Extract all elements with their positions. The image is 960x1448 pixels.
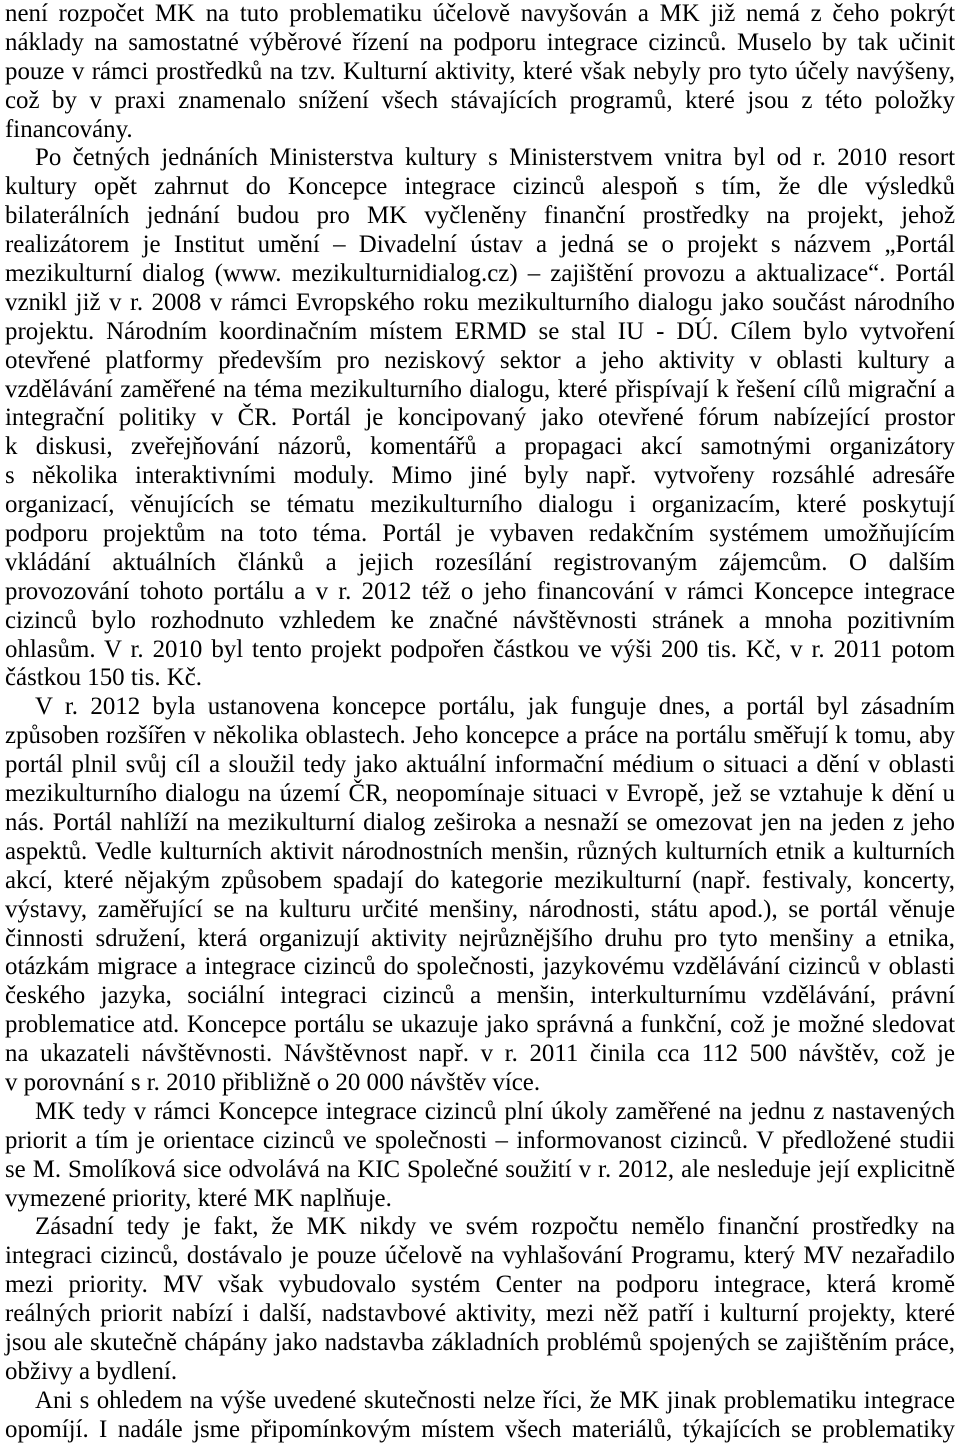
- text-line: obživy a bydlení.: [5, 1357, 178, 1385]
- text-line: což by v praxi znamenalo snížení všech stávajících programů, které jsou z této položky: [5, 86, 955, 114]
- text-line: k diskusi, zveřejňování názorů, komentářů a propagaci akcí samotnými organizátory: [5, 433, 955, 461]
- text-line: bilaterálních jednání budou pro MK vyčleněny finanční prostředky na projekt, jehož: [5, 202, 955, 230]
- text-line: mezikulturní dialog (www. mezikulturnidialog.cz) – zajištění provozu a aktualizace“. Portál: [5, 260, 955, 288]
- text-line: českého jazyka, sociální integraci cizinců a menšin, interkulturnímu vzdělávání, právní: [5, 982, 955, 1010]
- text-line: V r. 2012 byla ustanovena koncepce portálu, jak funguje dnes, a portál byl zásadním: [35, 693, 955, 721]
- text-line: opomíjí. I nadále jsme připomínkovým místem všech materiálů, týkajících se problematiky: [5, 1415, 955, 1443]
- text-line: Ani s ohledem na výše uvedené skutečnosti nelze říci, že MK jinak problematiku integrace: [35, 1386, 955, 1414]
- text-line: kultury opět zahrnut do Koncepce integrace cizinců alespoň s tím, že dle výsledků: [5, 173, 955, 201]
- text-line: vymezené priority, které MK naplňuje.: [5, 1184, 392, 1212]
- text-line: pouze v rámci prostředků na tzv. Kulturní aktivity, které však nebyly pro tyto účely navýšeny,: [5, 57, 955, 85]
- text-line: portál plnil svůj cíl a sloužil tedy jako aktuální informační médium o situaci a dění v oblasti: [5, 751, 955, 779]
- text-line: mezi priority. MV však vybudovalo systém Center na podporu integrace, která kromě: [5, 1271, 955, 1299]
- text-line: vzdělávání zaměřené na téma mezikulturního dialogu, které přispívají k řešení cílů migrační a: [5, 375, 955, 403]
- text-line: projektu. Národním koordinačním místem ERMD se stal IU - DÚ. Cílem bylo vytvoření: [5, 317, 955, 345]
- text-line: výstavy, zaměřující se na kulturu určité menšiny, národnosti, státu apod.), se portál věnuje: [5, 895, 955, 923]
- text-line: na ukazateli návštěvnosti. Návštěvnost např. v r. 2011 činila cca 112 500 návštěv, což je: [5, 1040, 955, 1068]
- text-line: se M. Smolíková sice odvolává na KIC Společné soužití v r. 2012, ale nesleduje její explicitně: [5, 1155, 955, 1183]
- text-line: otázkám migrace a integrace cizinců do společnosti, jazykovému vzdělávání cizinců v oblasti: [5, 953, 955, 981]
- text-line: MK tedy v rámci Koncepce integrace cizinců plní úkoly zaměřené na jednu z nastavených: [35, 1097, 955, 1125]
- text-line: aspektů. Vedle kulturních aktivit národnostních menšin, různých kulturních etnik a kulturních: [5, 837, 955, 865]
- paragraph-2: [5, 144, 955, 693]
- text-line: vkládání aktuálních článků a jejich rozesílání registrovaným zájemcům. O dalším: [5, 548, 955, 576]
- text-line: vznikl již v r. 2008 v rámci Evropského roku mezikulturního dialogu jako součást národního: [5, 288, 955, 316]
- text-line: cizinců bylo rozhodnuto vzhledem ke značné návštěvnosti stránek a mnoha pozitivním: [5, 606, 955, 634]
- text-line: v porovnání s r. 2010 přibližně o 20 000 návštěv více.: [5, 1068, 541, 1096]
- text-line: realizátorem je Institut umění – Divadelní ústav a jedná se o projekt s názvem „Portál: [5, 231, 955, 259]
- text-line: integrační politiky v ČR. Portál je koncipovaný jako otevřené fórum nabízející prostor: [5, 404, 955, 432]
- paragraph-5: [5, 1213, 955, 1386]
- text-line: ohlasům. V r. 2010 byl tento projekt podpořen částkou ve výši 200 tis. Kč, v r. 2011 potom: [5, 635, 955, 663]
- text-line: způsoben rozšířen v několika oblastech. Jeho koncepce a práce na portálu směřují k tomu, aby: [5, 722, 955, 750]
- text-line: není rozpočet MK na tuto problematiku účelově navyšován a MK již nemá z čeho pokrýt: [5, 0, 955, 27]
- text-line: s několika interaktivními moduly. Mimo jiné byly např. vytvořeny rozsáhlé adresáře: [5, 462, 955, 490]
- text-line: náklady na samostatné výběrové řízení na podporu integrace cizinců. Muselo by tak učinit: [5, 28, 955, 56]
- text-line: činnosti sdružení, která organizují aktivity nejrůznějšího druhu pro tyto menšiny a etnika,: [5, 924, 955, 952]
- text-line: mezikulturního dialogu na území ČR, neopomínaje situaci v Evropě, jež se vztahuje k dění u: [5, 780, 955, 808]
- text-line: organizací, věnujících se tématu mezikulturního dialogu i organizacím, které poskytují: [5, 491, 955, 519]
- text-line: Po četných jednáních Ministerstva kultury s Ministerstvem vnitra byl od r. 2010 resort: [35, 144, 955, 172]
- paragraph-1: [5, 0, 955, 144]
- text-line: nás. Portál nahlíží na mezikulturní dialog zeširoka a nesnaží se omezovat jen na jeden z jeho: [5, 808, 955, 836]
- document-page: [5, 0, 955, 1445]
- text-line: Zásadní tedy je fakt, že MK nikdy ve svém rozpočtu nemělo finanční prostředky na: [35, 1213, 955, 1241]
- text-line: financovány.: [5, 115, 133, 143]
- text-line: integraci cizinců, dostávalo je pouze účelově na vyhlašování Programu, který MV nezařadilo: [5, 1242, 955, 1270]
- text-line: částkou 150 tis. Kč.: [5, 664, 203, 692]
- text-line: jsou ale skutečně chápány jako nadstavba základních problémů spojených se zajištěním práce,: [5, 1328, 955, 1356]
- text-line: provozování tohoto portálu a v r. 2012 též o jeho financování v rámci Koncepce integrace: [5, 577, 955, 605]
- text-line: podporu projektům na toto téma. Portál je vybaven redakčním systémem umožňujícím: [5, 520, 955, 548]
- paragraph-6: [5, 1387, 955, 1445]
- text-line: priorit a tím je orientace cizinců ve společnosti – informovanost cizinců. V předložené studii: [5, 1126, 955, 1154]
- paragraph-4: [5, 1098, 955, 1214]
- text-line: akcí, které nějakým způsobem spadají do kategorie mezikulturní (např. festivaly, koncerty,: [5, 866, 955, 894]
- text-line: otevřené platformy především pro neziskový sektor a jeho aktivity v oblasti kultury a: [5, 346, 955, 374]
- text-line: reálných priorit nabízí i další, nadstavbové aktivity, mezi něž patří i kulturní projekty, které: [5, 1300, 955, 1328]
- paragraph-3: [5, 693, 955, 1097]
- text-line: problematice atd. Koncepce portálu se ukazuje jako správná a funkční, což je možné sledovat: [5, 1011, 955, 1039]
